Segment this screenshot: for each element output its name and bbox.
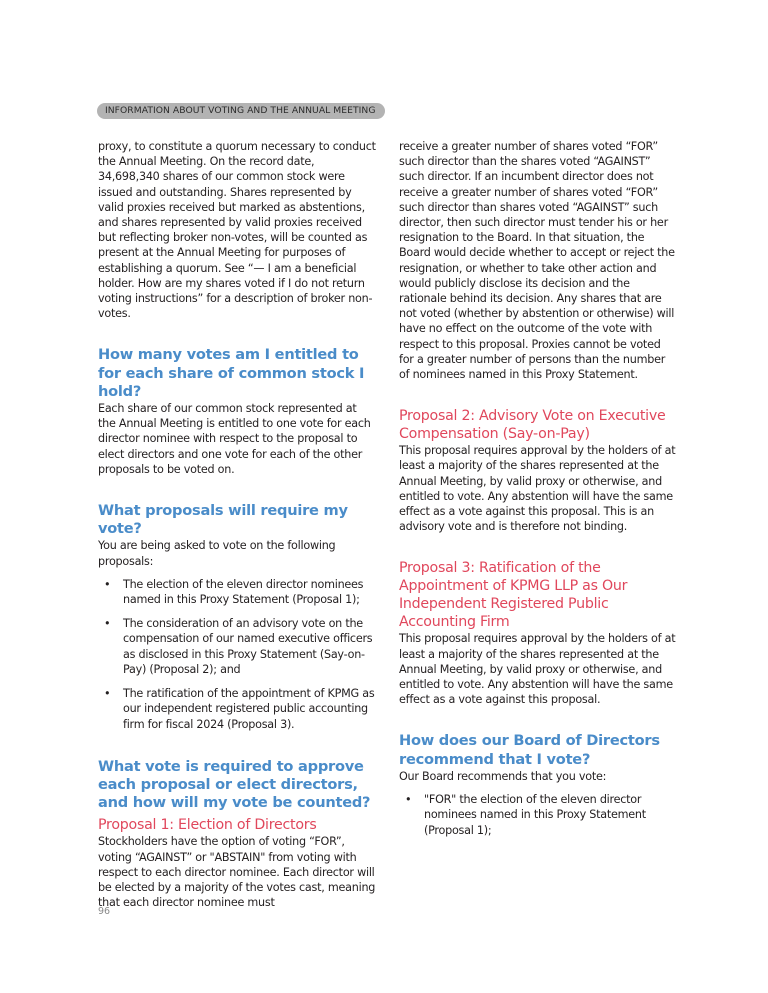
bullet-icon: • xyxy=(104,617,111,631)
votes-entitled-heading: How many votes am I entitled to for each share of common stock I hold? xyxy=(98,346,365,400)
proposal-2-heading: Proposal 2: Advisory Vote on Executive Compensation (Say-on-Pay) xyxy=(399,408,666,443)
quorum-paragraph: proxy, to constitute a quorum necessary to conduct the Annual Meeting. On the record date, 34,698,340 shares of our common stock were issued and outstanding. Shares represented by valid proxies received but marked as abstentions, and shares represented by valid proxies received but reflecting broker non-votes, will be counted as present at the Annual Meeting for purposes of establishing a quorum. See “— I am a beneficial holder. How are my shares voted if I do not return voting instructions” for a description of broker non-votes. xyxy=(98,140,376,321)
list-item-text: The election of the eleven director nominees named in this Proxy Statement (Proposal 1); xyxy=(123,577,364,607)
list-item xyxy=(98,686,376,732)
proposal-1-body: Stockholders have the option of voting “FOR”, voting “AGAINST” or "ABSTAIN" from voting with respect to each director nominee. Each director will be elected by a majority of the votes cast, meaning that each director nominee must xyxy=(98,835,376,910)
section-header-label: INFORMATION ABOUT VOTING AND THE ANNUAL MEETING xyxy=(105,105,376,116)
bullet-icon: • xyxy=(405,793,412,807)
right-column xyxy=(399,139,677,847)
proposal-3-heading: Proposal 3: Ratification of the Appointment of KPMG LLP as Our Independent Registered Public Accounting Firm xyxy=(399,560,628,631)
list-item xyxy=(399,792,677,838)
list-item-text: "FOR" the election of the eleven director nominees named in this Proxy Statement (Proposal 1); xyxy=(424,793,646,837)
board-recommendation-heading: How does our Board of Directors recommend that I vote? xyxy=(399,732,660,768)
list-item-text: The consideration of an advisory vote on the compensation of our named executive officers as disclosed in this Proxy Statement (Say-on-Pay) (Proposal 2); and xyxy=(123,617,373,676)
proposal-1-heading: Proposal 1: Election of Directors xyxy=(98,817,317,834)
proposals-body: You are being asked to vote on the following proposals: xyxy=(98,539,336,568)
proposal-1-body-continued: receive a greater number of shares voted “FOR” such director than the shares voted “AGAINST” such director. If an incumbent director does not receive a greater number of shares voted “FOR” such director than shares voted “AGAINST” such director, then such director must tender his or her resignation to the Board. In that situation, the Board would decide whether to accept or reject the resignation, or whether to take other action and would publicly disclose its decision and the rationale behind its decision. Any shares that are not voted (whether by abstention or otherwise) will have no effect on the outcome of the vote with respect to this proposal. Proxies cannot be voted for a greater number of persons than the number of nominees named in this Proxy Statement. xyxy=(399,140,675,382)
list-item xyxy=(98,616,376,677)
vote-required-heading: What vote is required to approve each proposal or elect directors, and how will my vote be counted? xyxy=(98,757,371,812)
votes-entitled-body: Each share of our common stock represented at the Annual Meeting is entitled to one vote for each director nominee with respect to the proposal to elect directors and one vote for each of the other proposals to be voted on. xyxy=(98,402,371,476)
proposal-2-body: This proposal requires approval by the holders of at least a majority of the shares represented at the Annual Meeting, by valid proxy or otherwise, and entitled to vote. Any abstention will have the same effect as a vote against this proposal. This is an advisory vote and is therefore not binding. xyxy=(399,444,676,534)
proposals-list xyxy=(98,577,376,732)
page-number: 96 xyxy=(98,906,111,917)
bullet-icon: • xyxy=(104,577,111,591)
board-recommendation-body: Our Board recommends that you vote: xyxy=(399,769,607,783)
left-column xyxy=(98,139,376,910)
section-header-pill xyxy=(97,103,385,119)
recommendation-list xyxy=(399,792,677,838)
list-item-text: The ratification of the appointment of KPMG as our independent registered public accounting firm for fiscal 2024 (Proposal 3). xyxy=(123,687,375,731)
proposal-3-body: This proposal requires approval by the holders of at least a majority of the shares represented at the Annual Meeting, by valid proxy or otherwise, and entitled to vote. Any abstention will have the same effect as a vote against this proposal. xyxy=(399,632,676,707)
list-item xyxy=(98,577,376,607)
proposals-heading: What proposals will require my vote? xyxy=(98,502,348,538)
bullet-icon: • xyxy=(104,687,111,701)
